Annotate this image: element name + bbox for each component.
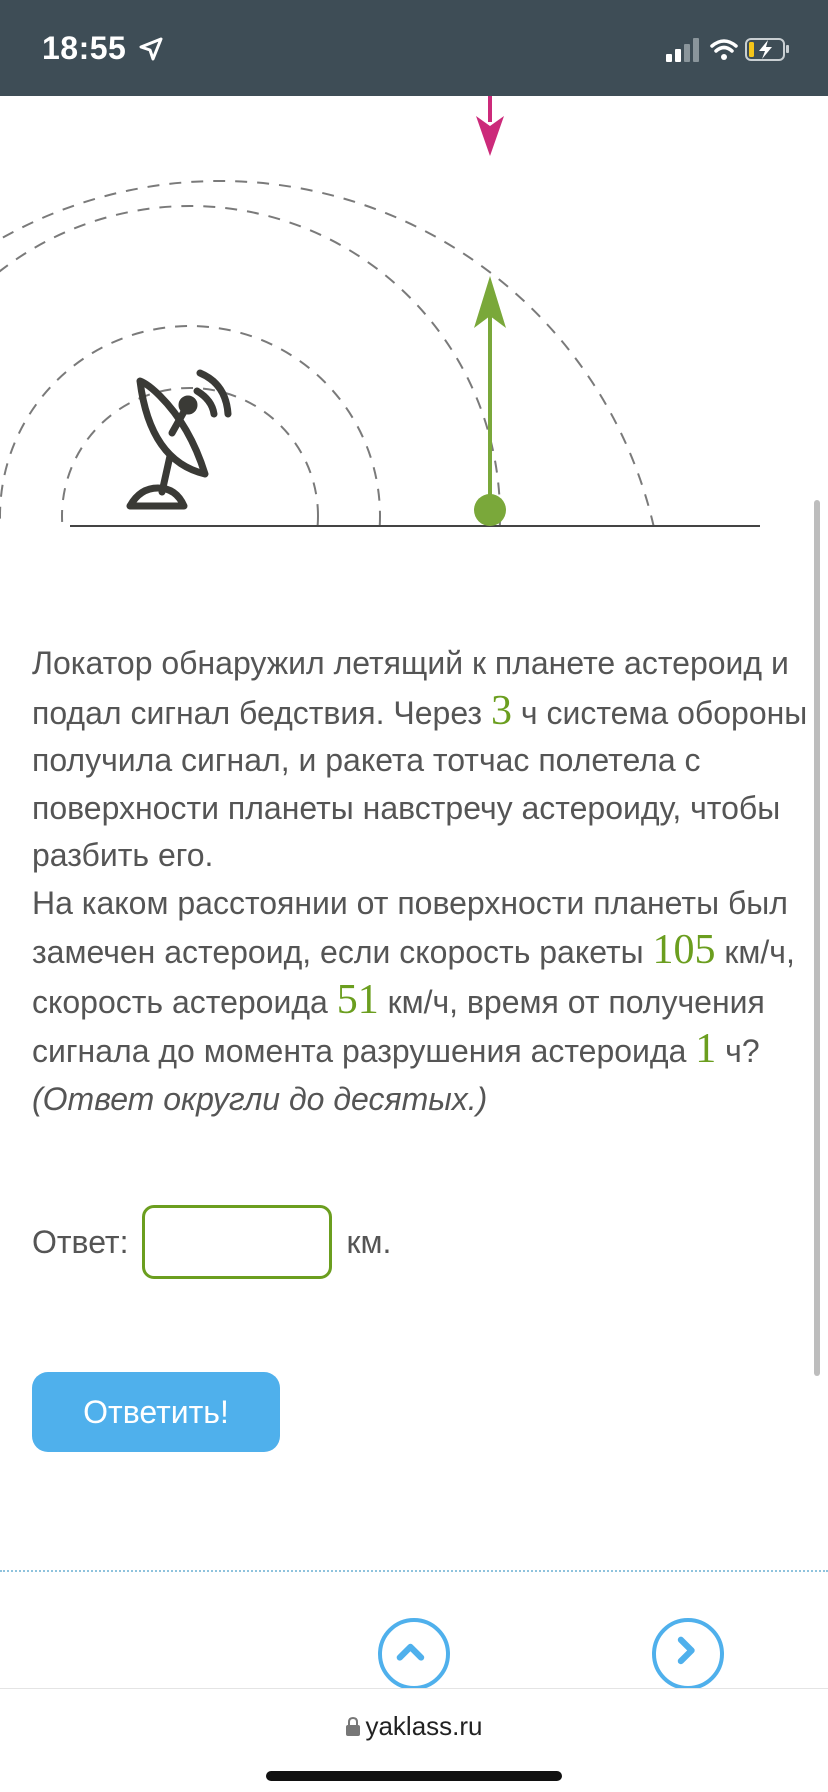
browser-bar: [0, 1688, 828, 1792]
answer-label: Ответ:: [32, 1223, 129, 1260]
signal-icon: [666, 38, 699, 62]
scroll-top-button[interactable]: [378, 1618, 450, 1690]
time-value: 1: [695, 1026, 717, 1072]
url-text: yaklass.ru: [365, 1711, 483, 1741]
asteroid-speed-value: 51: [336, 976, 379, 1023]
chevron-up-icon: [382, 1622, 446, 1686]
answer-input[interactable]: [142, 1205, 332, 1279]
incoming-signal-wave: [0, 181, 665, 536]
question-paragraph-1: Локатор обнаружил летящий к планете астероид и подал сигнал бедствия. Через 3 ч система обороны получила сигнал, и ракета тотчас полетела с поверхности планеты навстречу астероиду, чтобы разбить его.: [32, 645, 808, 873]
next-task-button[interactable]: [652, 1618, 724, 1690]
satellite-dish-icon: [130, 373, 228, 506]
asteroid-arrow: [476, 96, 504, 156]
status-bar: [0, 0, 828, 96]
answer-row: [32, 1204, 391, 1280]
location-arrow-icon: [138, 36, 164, 62]
battery-charging-icon: [746, 39, 789, 60]
answer-unit: км.: [346, 1223, 392, 1260]
question-paragraph-2: На каком расстоянии от поверхности планеты был замечен астероид, если скорость ракеты 105 км/ч, скорость астероида 51 км/ч, время от получения сигнала до момента разрушения астероида 1 ч?: [32, 884, 795, 1072]
url-bar[interactable]: [0, 1711, 828, 1742]
rocket-speed-value: 105: [652, 927, 716, 973]
radar-illustration: [0, 96, 828, 536]
lock-icon: [345, 1717, 361, 1737]
submit-button[interactable]: Ответить!: [32, 1372, 280, 1452]
question-text: [32, 640, 812, 1123]
divider: [0, 1570, 828, 1572]
delay-hours-value: 3: [490, 687, 512, 734]
home-indicator[interactable]: [266, 1771, 562, 1781]
radar-wave: [0, 206, 500, 536]
wifi-icon: [712, 41, 736, 60]
status-icons: [662, 34, 792, 64]
status-time: 18:55: [42, 30, 127, 66]
scrollbar[interactable]: [814, 500, 820, 1376]
chevron-right-icon: [656, 1622, 720, 1686]
rounding-note: (Ответ округли до десятых.): [32, 1080, 488, 1117]
